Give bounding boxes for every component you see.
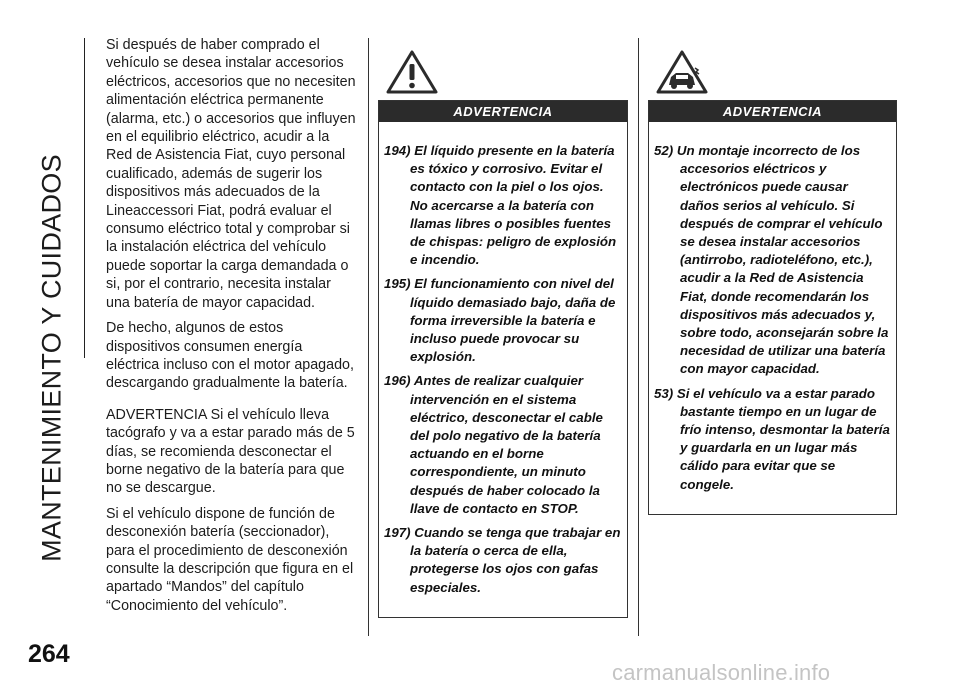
warning-item: 52) Un montaje incorrecto de los accesorios eléctricos y electrónicos puede causar daños serios al vehículo. Si después de comprar el vehículo se desea instalar accesorios (antirrobo, radioteléfono, etc.), acudir a la Red de Asistencia Fiat, donde recomendarán los dispositivos más adecuados y, sobre todo, aconsejarán sobre la necesidad de utilizar una batería con mayor capacidad. bbox=[654, 143, 889, 377]
body-paragraph: Si después de haber comprado el vehículo se desea instalar accesorios eléctricos, accesorios que no necesiten alimentación eléctrica permanente (alarma, etc.) o accesorios que influyen en el equilibrio eléctrico, acudir a la Red de Asistencia Fiat, cuyo personal cualificado, además de sugerir los dispositivos más adecuados de la Lineaccessori Fiat, podrá evaluar el consumo eléctrico total y comprobar si la instalación eléctrica del vehículo puede soportar la carga demandada o si, por el contrario, necesita instalar una batería de mayor capacidad. bbox=[106, 37, 356, 311]
exclamation-triangle-icon bbox=[384, 48, 440, 96]
warning-header: ADVERTENCIA bbox=[379, 101, 627, 122]
warning-column-right bbox=[648, 48, 897, 515]
column-divider bbox=[638, 38, 639, 636]
warning-item: 196) Antes de realizar cualquier intervención en el sistema eléctrico, desconectar el cable del polo negativo de la batería actuando en el borne correspondiente, un minuto después de haber colocado la llave de contacto en STOP. bbox=[384, 373, 603, 516]
warning-box bbox=[648, 100, 897, 515]
warning-item: 194) El líquido presente en la batería es tóxico y corrosivo. Evitar el contacto con la piel o los ojos. No acercarse a la batería con llamas libres o posibles fuentes de chispas: peligro de explosión e incendio. bbox=[384, 143, 617, 268]
column-divider bbox=[368, 38, 369, 636]
warning-item: 197) Cuando se tenga que trabajar en la batería o cerca de ella, protegerse los ojos con gafas especiales. bbox=[384, 525, 621, 595]
warning-list bbox=[379, 122, 627, 617]
body-paragraph: Si el vehículo dispone de función de desconexión batería (seccionador), para el procedimiento de desconexión consulte la descripción que figura en el apartado “Mandos” del capítulo “Conocimiento del vehículo”. bbox=[106, 505, 354, 614]
warning-item: 53) Si el vehículo va a estar parado bastante tiempo en un lugar de frío intenso, desmontar la batería y guardarla en un lugar más cálido para evitar que se congele. bbox=[654, 385, 890, 492]
body-paragraph: ADVERTENCIA Si el vehículo lleva tacógrafo y va a estar parado más de 5 días, se recomienda desconectar el borne negativo de la batería para que no se descargue. bbox=[106, 406, 355, 497]
body-text-column bbox=[106, 36, 358, 622]
chapter-title-text: MANTENIMIENTO Y CUIDADOS bbox=[36, 154, 67, 562]
warning-box bbox=[378, 100, 628, 618]
body-paragraph: De hecho, algunos de estos dispositivos consumen energía eléctrica incluso con el motor apagado, descargando gradualmente la batería. bbox=[106, 320, 354, 392]
chapter-rule bbox=[84, 38, 85, 358]
page-number: 264 bbox=[28, 640, 70, 668]
warning-header: ADVERTENCIA bbox=[649, 101, 896, 122]
warning-column-left bbox=[378, 48, 628, 618]
watermark: carmanualsonline.info bbox=[612, 660, 831, 685]
warning-item: 195) El funcionamiento con nivel del líquido demasiado bajo, daña de forma irreversible la batería e incluso puede provocar su explosión. bbox=[384, 276, 616, 365]
warning-list bbox=[649, 122, 896, 514]
car-crash-triangle-icon bbox=[654, 48, 710, 96]
